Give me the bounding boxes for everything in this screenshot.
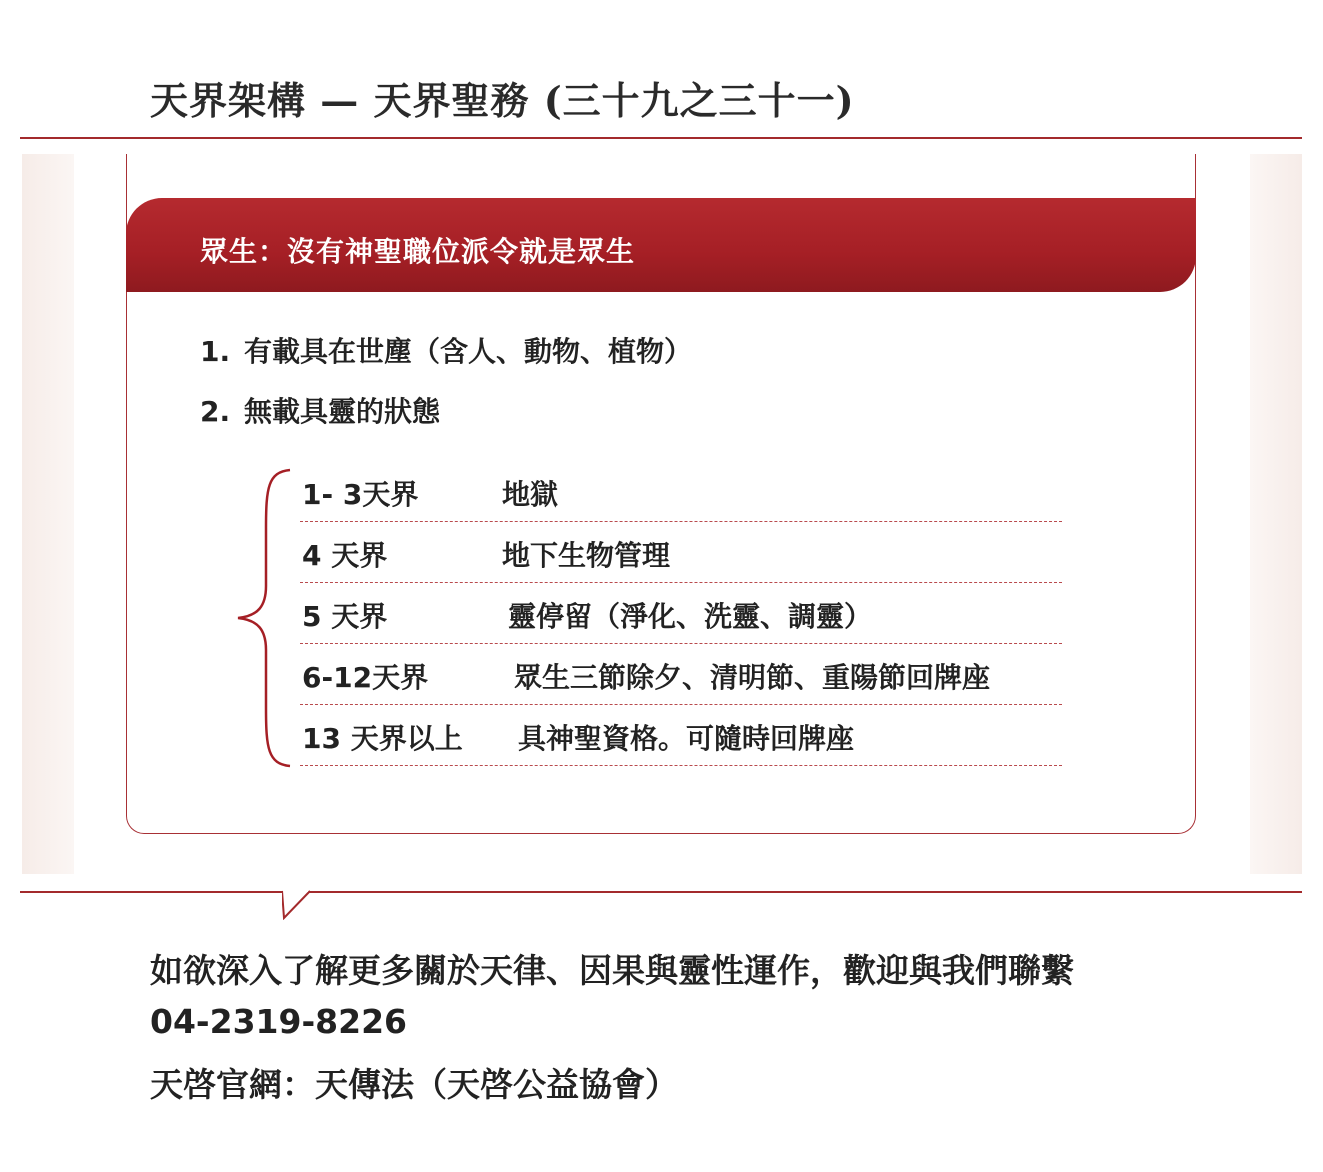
paper-edge-left xyxy=(22,154,74,874)
list-item-number: 1. xyxy=(200,335,231,368)
page-title: 天界架構 — 天界聖務 (三十九之三十一) xyxy=(150,78,855,123)
realm-level: 6-12天界 xyxy=(302,661,429,694)
phone-number[interactable]: 04-2319-8226 xyxy=(150,1002,408,1041)
realm-row xyxy=(300,464,1062,522)
list-item-text: 有載具在世塵（含人、動物、植物） xyxy=(244,335,693,368)
list-item xyxy=(200,330,692,370)
banner xyxy=(126,198,1196,292)
realm-row xyxy=(300,708,1062,766)
paper-edge-right xyxy=(1250,154,1302,874)
realm-row xyxy=(300,647,1062,705)
list-item-number: 2. xyxy=(200,395,231,428)
list-item xyxy=(200,390,440,430)
realm-level: 4 天界 xyxy=(302,539,388,572)
realm-level: 13 天界以上 xyxy=(302,722,463,755)
list-item-text: 無載具靈的狀態 xyxy=(244,395,441,428)
realm-level: 5 天界 xyxy=(302,600,388,633)
contact-invitation: 如欲深入了解更多關於天律、因果與靈性運作，歡迎與我們聯繫 xyxy=(150,951,1074,990)
realm-row xyxy=(300,586,1062,644)
realm-description: 靈停留（淨化、洗靈、調靈） xyxy=(508,600,873,633)
footer-divider xyxy=(20,891,1302,893)
banner-text: 眾生：沒有神聖職位派令就是眾生 xyxy=(200,235,636,268)
realm-description: 地下生物管理 xyxy=(502,539,671,572)
realm-description: 具神聖資格。可隨時回牌座 xyxy=(518,722,855,755)
speech-pointer-icon xyxy=(282,890,312,920)
realm-description: 地獄 xyxy=(502,478,559,511)
title-divider xyxy=(20,137,1302,139)
website-info[interactable]: 天啓官網：天傳法（天啓公益協會） xyxy=(150,1065,678,1104)
realm-description: 眾生三節除夕、清明節、重陽節回牌座 xyxy=(514,661,991,694)
curly-brace-icon xyxy=(232,468,296,768)
realm-level: 1- 3天界 xyxy=(302,478,419,511)
realm-row xyxy=(300,525,1062,583)
